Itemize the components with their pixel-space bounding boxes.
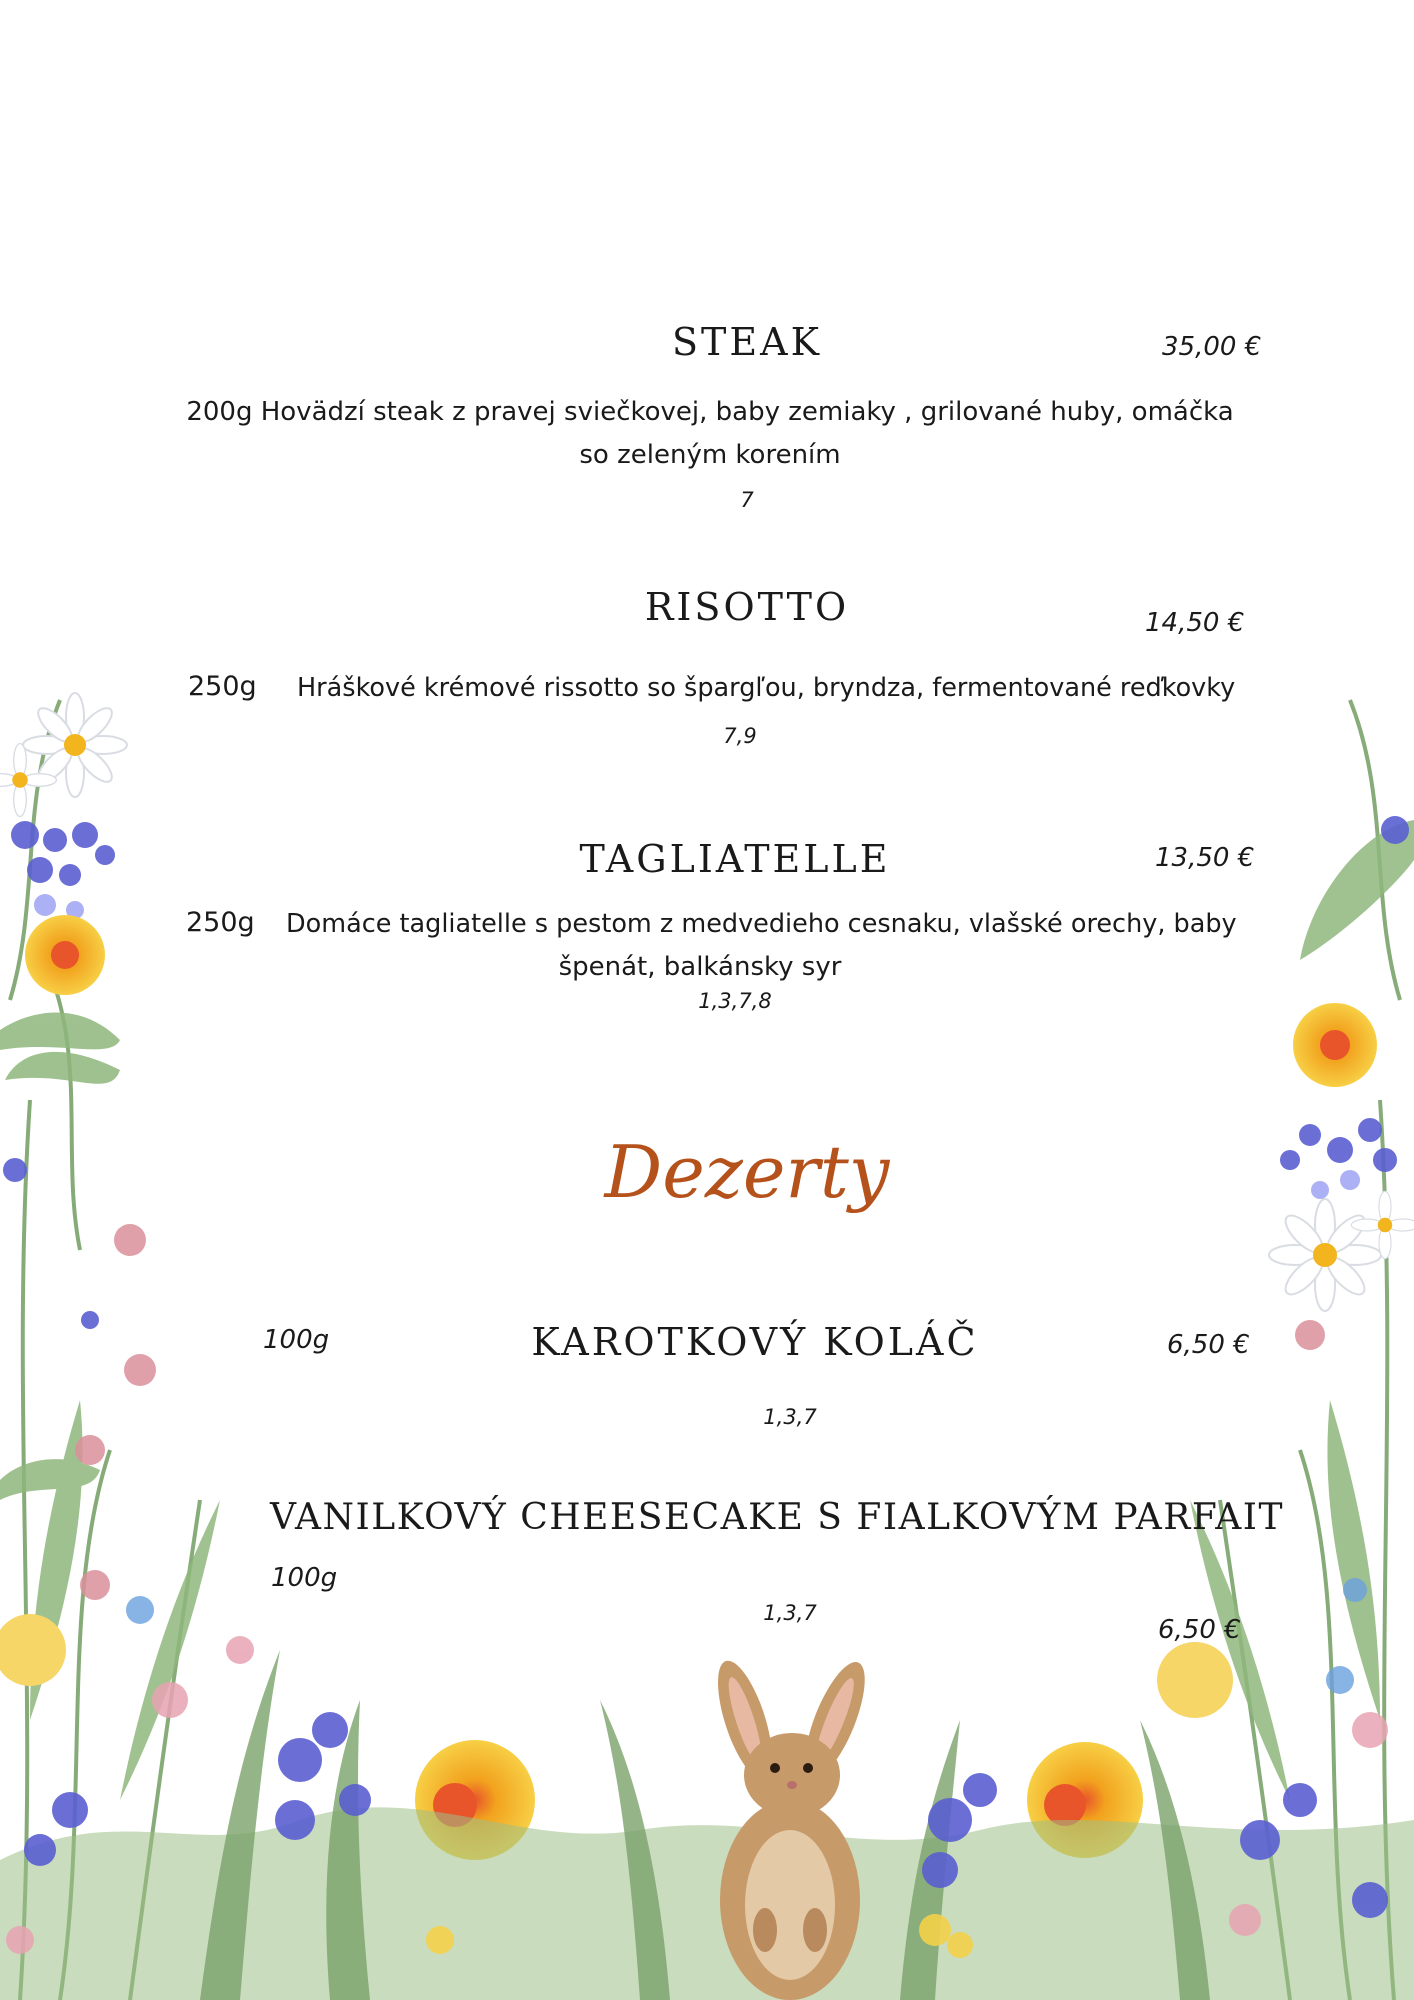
dish-price-risotto: 14,50 € <box>1145 608 1245 638</box>
dessert-price-carrot-cake: 6,50 € <box>1167 1330 1250 1360</box>
dessert-price-cheesecake: 6,50 € <box>1158 1615 1241 1645</box>
dish-title-tagliatelle: TAGLIATELLE <box>579 837 891 881</box>
dish-title-steak: STEAK <box>672 320 822 364</box>
dish-weight-tagliatelle: 250g <box>186 907 255 938</box>
dish-price-tagliatelle: 13,50 € <box>1155 843 1255 873</box>
dish-weight-risotto: 250g <box>188 671 257 702</box>
dessert-title-cheesecake: VANILKOVÝ CHEESECAKE S FIALKOVÝM PARFAIT <box>270 1497 1284 1538</box>
section-heading-desserts: Dezerty <box>604 1130 890 1214</box>
dish-allergens-risotto: 7,9 <box>723 724 757 748</box>
dish-price-steak: 35,00 € <box>1162 332 1262 362</box>
dessert-title-carrot-cake: KAROTKOVÝ KOLÁČ <box>531 1320 979 1364</box>
dish-allergens-steak: 7 <box>740 488 754 512</box>
dessert-weight-carrot-cake: 100g <box>263 1325 330 1355</box>
dessert-weight-cheesecake: 100g <box>271 1563 338 1593</box>
dish-description-risotto: Hráškové krémové rissotto so špargľou, bryndza, fermentované reďkovky <box>297 673 1236 703</box>
dish-description-tagliatelle-line2: špenát, balkánsky syr <box>558 952 842 982</box>
dish-allergens-tagliatelle: 1,3,7,8 <box>698 989 772 1013</box>
dish-description-tagliatelle-line1: Domáce tagliatelle s pestom z medvedieho cesnaku, vlašské orechy, baby <box>286 909 1237 939</box>
dessert-allergens-carrot-cake: 1,3,7 <box>763 1405 817 1429</box>
dish-title-risotto: RISOTTO <box>644 585 850 629</box>
dish-description-steak: 200g Hovädzí steak z pravej sviečkovej, baby zemiaky , grilované huby, omáčka so zeleným korením <box>186 397 1234 470</box>
dessert-allergens-cheesecake: 1,3,7 <box>763 1601 817 1625</box>
